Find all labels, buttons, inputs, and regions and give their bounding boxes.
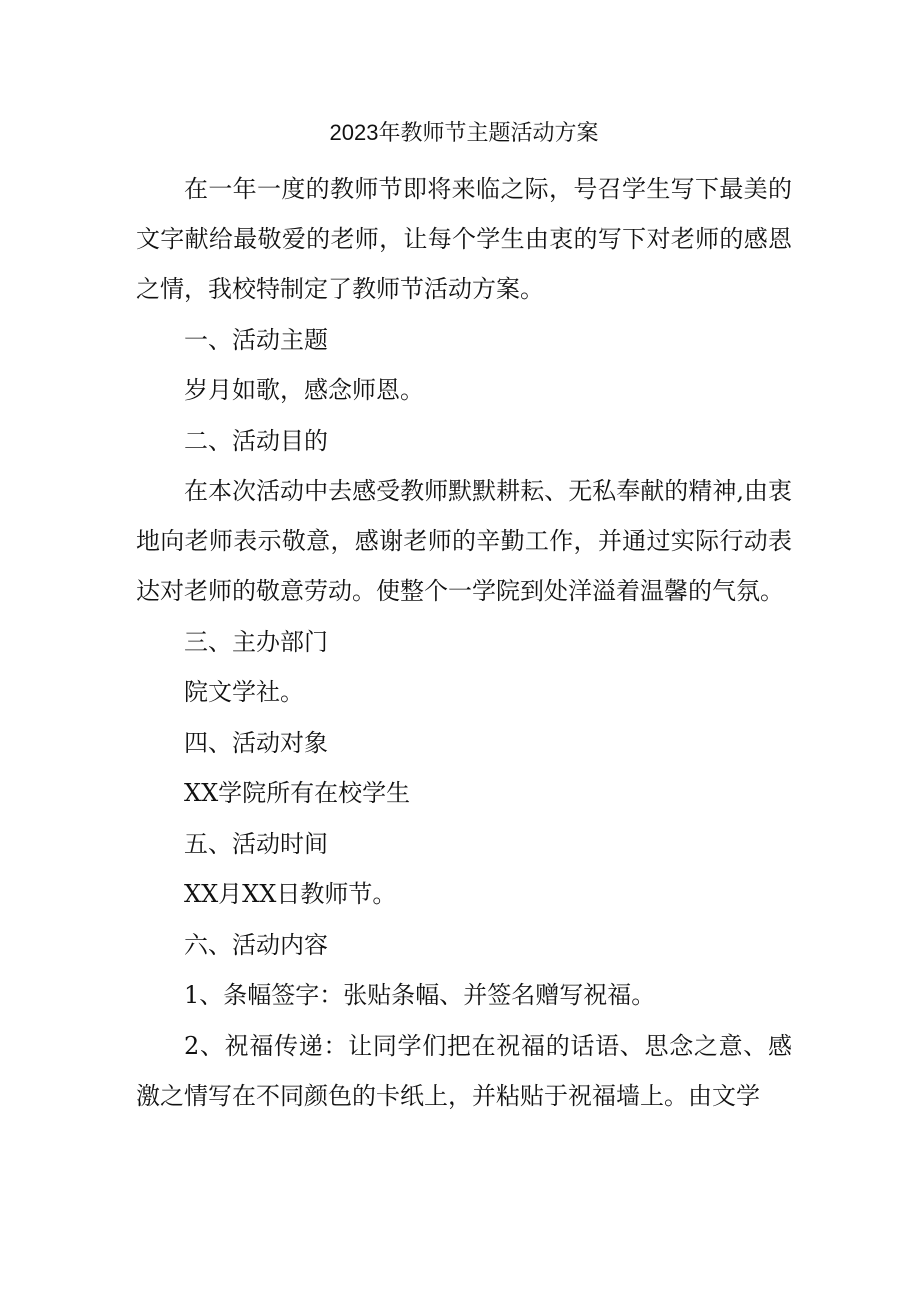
audience-text: XX学院所有在校学生 xyxy=(184,779,411,807)
content-item-1: 1、条幅签字：张贴条幅、并签名赠写祝福。 xyxy=(184,981,656,1009)
section-heading-organizer: 三、主办部门 xyxy=(184,628,328,656)
document-page xyxy=(136,116,792,1121)
section-heading-content: 六、活动内容 xyxy=(184,931,328,959)
document-title: 2023年教师节主题活动方案 xyxy=(329,120,599,145)
time-text: XX月XX日教师节。 xyxy=(184,880,397,908)
theme-text: 岁月如歌，感念师恩。 xyxy=(184,376,424,404)
section-heading-theme: 一、活动主题 xyxy=(184,326,328,354)
section-heading-audience: 四、活动对象 xyxy=(184,729,328,757)
intro-paragraph: 在一年一度的教师节即将来临之际，号召学生写下最美的文字献给最敬爱的老师，让每个学生由衷的写下对老师的感恩之情，我校特制定了教师节活动方案。 xyxy=(136,175,792,303)
purpose-text: 在本次活动中去感受教师默默耕耘、无私奉献的精神,由衷地向老师表示敬意，感谢老师的辛勤工作，并通过实际行动表达对老师的敬意劳动。使整个一学院到处洋溢着温馨的气氛。 xyxy=(136,477,792,605)
section-heading-purpose: 二、活动目的 xyxy=(184,427,328,455)
organizer-text: 院文学社。 xyxy=(184,678,304,706)
section-heading-time: 五、活动时间 xyxy=(184,830,328,858)
content-item-2: 2、祝福传递：让同学们把在祝福的话语、思念之意、感激之情写在不同颜色的卡纸上，并粘贴于祝福墙上。由文学 xyxy=(136,1032,792,1110)
